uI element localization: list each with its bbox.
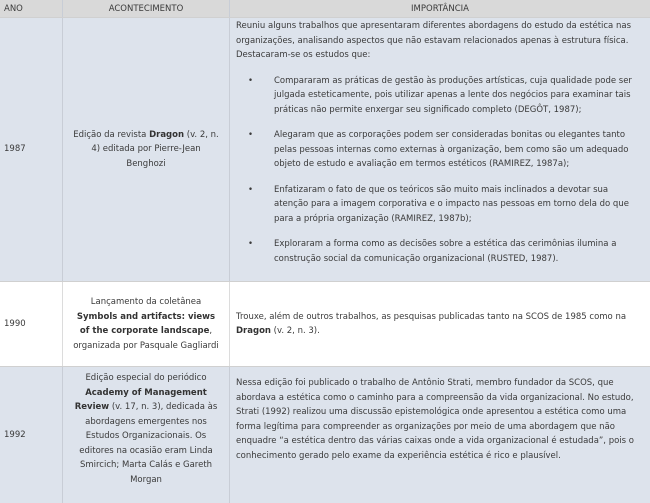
event-text: Edição da revista Dragon (v. 2, n. 4) editada por Pierre-Jean Benghozi [73, 129, 219, 169]
event-text: Lançamento da coletânea Symbols and artifacts: views of the corporate landscape, organizada por Pasquale Gagliardi [73, 297, 219, 351]
list-item: • Alegaram que as corporações podem ser consideradas bonitas ou elegantes tanto pelas pessoas internas como externas à organização, bem como são um adequado objeto de estudo e avaliação em termos estéticos (RAMIREZ, 1987a); [248, 130, 629, 169]
bullet-icon: • [248, 184, 254, 195]
bullet-icon: • [248, 130, 254, 140]
list-item: • Exploraram a forma como as decisões sobre a estética das cerimônias ilumina a construção social da comunicação organizacional (RUSTED, 1987). [248, 239, 617, 264]
table-row-1987 [0, 18, 650, 282]
event-text: Edição especial do periódico Academy of Management Review (v. 17, n. 3), dedicada às abordagens emergentes nos Estudos Organizacionais. Os editores na ocasião eram Linda Smircich; Marta Calás e Gareth Morgan [74, 373, 218, 485]
event-cell [62, 282, 230, 366]
bullet-icon: • [248, 239, 254, 249]
importance-cell [230, 282, 650, 366]
list-item: • Enfatizaram o fato de que os teóricos são muito mais inclinados a devotar sua atenção para a imagem corporativa e o impacto nas pessoas em torno dela do que para a própria organização (RAMIREZ, 1987b); [248, 184, 629, 224]
table-row-1990 [0, 282, 650, 367]
importance-text: Nessa edição foi publicado o trabalho de Antônio Strati, membro fundador da SCOS, que abordava a estética como o caminho para a compreensão da vida organizacional. No estudo, Strati (1992) realizou uma discussão epistemológica onde apresentou a estética como uma forma legítima para compreender as organizações por meio de uma abordagem que não enquadre “a estética dentro das várias caixas onde a vida organizacional é estudada”, pois o conhecimento gerado pelo exame da experiência estética é rico e plausível. [236, 378, 634, 461]
importance-cell [230, 367, 650, 503]
importance-text: Trouxe, além de outros trabalhos, as pesquisas publicadas tanto na SCOS de 1985 como na Dragon (v. 2, n. 3). [236, 311, 627, 336]
publication-name: Academy of Management Review [74, 387, 207, 412]
publication-name: Dragon [236, 326, 271, 336]
event-cell [62, 18, 230, 281]
year-cell: 1992 [4, 429, 26, 440]
header-importance: IMPORTÂNCIA [411, 3, 469, 14]
event-cell [62, 367, 230, 503]
bullet-icon: • [248, 75, 254, 86]
year-cell: 1987 [4, 144, 26, 155]
importance-bullet-list [236, 74, 644, 267]
importance-cell [230, 18, 650, 281]
list-item: • Compararam as práticas de gestão às produções artísticas, cuja qualidade pode ser julgada esteticamente, pois utilizar apenas a lente dos negócios para examinar tais práticas não permite enxergar seu significado completo (DEGÔT, 1987); [248, 75, 632, 115]
publication-name: Symbols and artifacts: views of the corporate landscape [76, 311, 216, 336]
publication-name: Dragon [149, 129, 185, 140]
table-row-1992 [0, 367, 650, 503]
year-cell: 1990 [4, 318, 26, 329]
importance-intro: Reuniu alguns trabalhos que apresentaram diferentes abordagens do estudo da estética nas organizações, analisando aspectos que não estavam relacionados apenas à estrutura física. Destacaram-se os estudos que: [236, 21, 631, 60]
header-event: ACONTECIMENTO [62, 0, 230, 17]
table-header-row [0, 0, 650, 18]
header-year: ANO [4, 3, 23, 14]
